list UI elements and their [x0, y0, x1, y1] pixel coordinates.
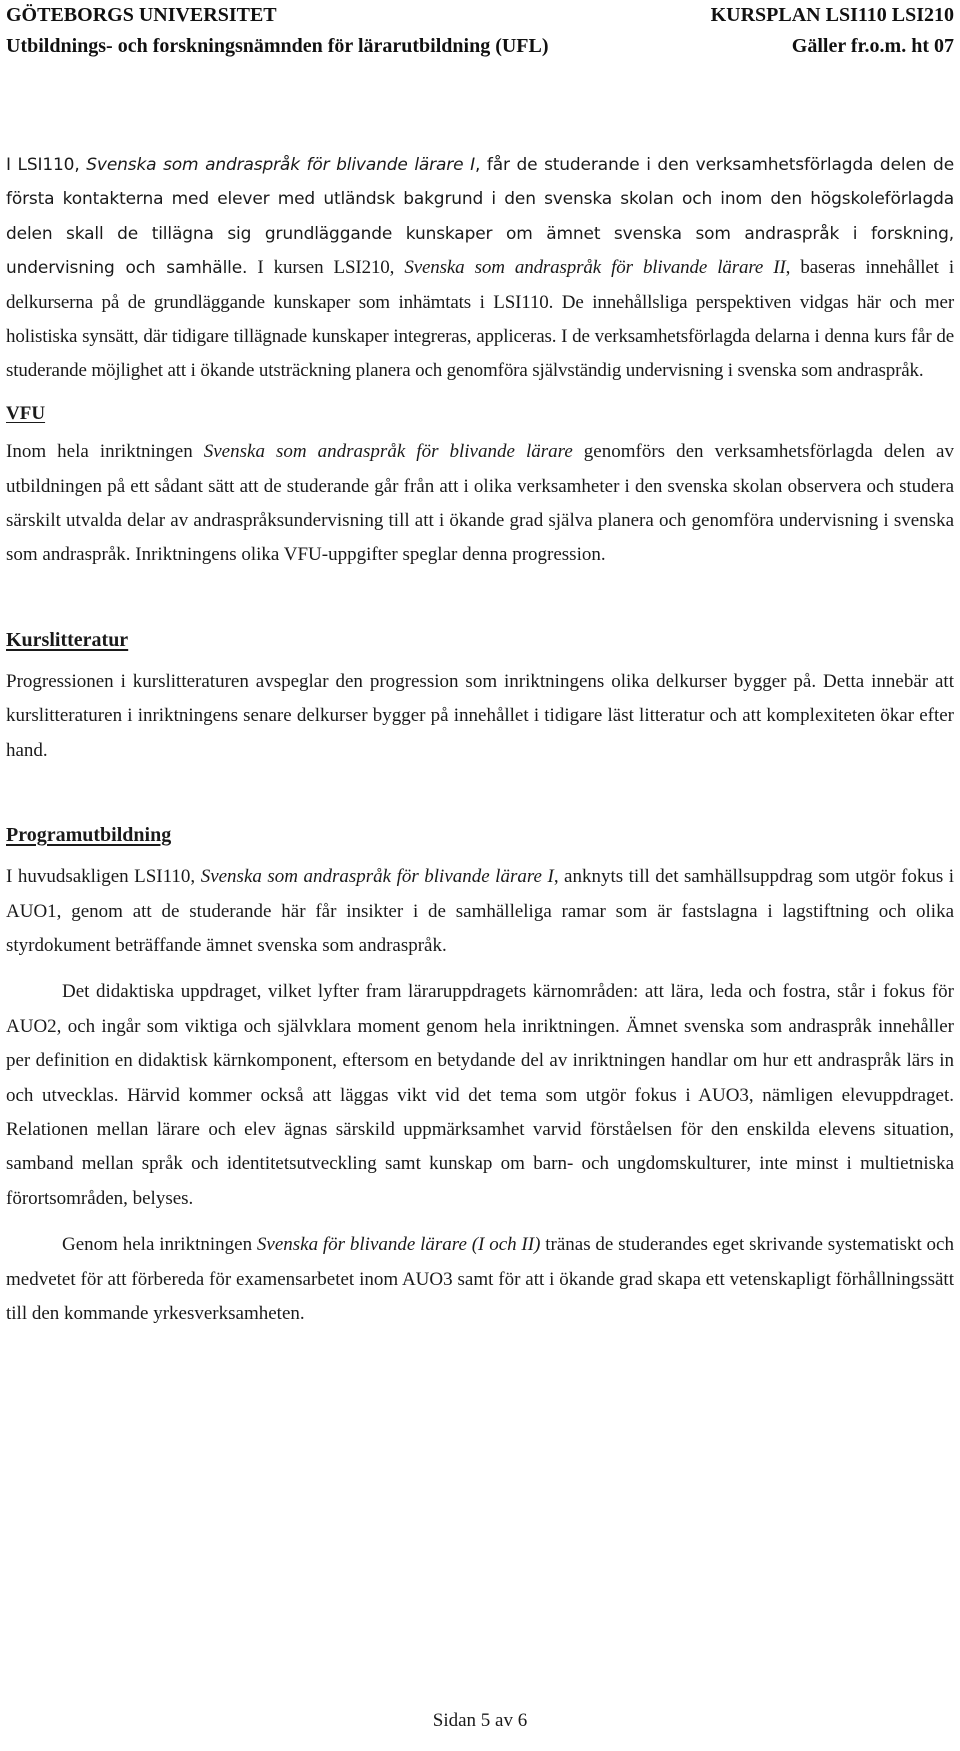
vfu-course-title: Svenska som andraspråk för blivande lärare	[203, 441, 573, 463]
vfu-text-1: Inom hela inriktningen	[6, 441, 204, 463]
course-code: KURSPLAN LSI110 LSI210	[710, 4, 954, 26]
program-course-title-1: Svenska som andraspråk för blivande lärare I	[200, 866, 554, 888]
university-name: GÖTEBORGS UNIVERSITET	[6, 4, 277, 26]
page-footer	[0, 1708, 960, 1734]
page-header	[0, 0, 960, 60]
intro-course-title-2: Svenska som andraspråk för blivande lärare II	[404, 257, 786, 279]
intro-text-2: , får de studerande i den verksamhetsförlagda delen de första kontakterna med elever med utländsk bakgrund i den svenska skolan och inom den högskoleförlagda delen skall de tillägna sig grundläggande kunskaper om ämnet svenska som andraspråk i forskning, undervisning och samhälle.	[6, 155, 954, 279]
intro-text-3: I kursen LSI210,	[247, 257, 405, 279]
program-course-title-2: Svenska för blivande lärare (I och II)	[256, 1234, 541, 1256]
header-row-top	[6, 2, 954, 28]
programutbildning-paragraph-2: Det didaktiska uppdraget, vilket lyfter fram läraruppdragets kärnområden: att lära, leda och fostra, står i fokus för AUO2, och ingår som viktiga och självklara moment genom hela inriktningen. Ämnet svenska som andraspråk innehåller per definition en didaktisk kärnkomponent, eftersom en betydande del av inriktningen handlar om hur ett andraspråk lärs in och utvecklas. Härvid kommer också att läggas vikt vid det tema som utgör fokus i AUO3, nämligen elevuppdraget. Relationen mellan lärare och elev ägnas särskild uppmärksamhet varvid förståelsen för den enskilda elevens situation, samband mellan språk och identitetsutveckling samt kunskap om barn- och ungdomskulturer, inte minst i multietniska förortsområden, belyses.	[6, 981, 954, 1209]
intro-course-title-1: Svenska som andraspråk för blivande lärare I	[86, 155, 475, 175]
valid-from: Gäller fr.o.m. ht 07	[791, 35, 954, 57]
programutbildning-paragraph-1	[6, 860, 954, 963]
document-body	[6, 148, 954, 1331]
intro-paragraph	[6, 148, 954, 389]
page-number: Sidan 5 av 6	[432, 1710, 528, 1731]
header-row-bottom	[6, 33, 954, 59]
kurslitteratur-paragraph: Progressionen i kurslitteraturen avspeglar den progression som inriktningens olika delkurser bygger på. Detta innebär att kurslitteraturen i inriktningens senare delkurser bygger på innehållet i tidigare läst litteratur och att komplexiteten ökar efter hand.	[6, 670, 954, 761]
vfu-text-2: genomförs den verksamhetsförlagda delen av utbildningen på ett sådant sätt att de studerande går från att i olika verksamheter i den svenska skolan observera och studera särskilt utvalda delar av andraspråksundervisning till att i ökande grad själva planera och genomföra undervisning i svenska som andraspråk. Inriktningens olika VFU-uppgifter speglar denna progression.	[6, 441, 954, 566]
programutbildning-paragraph-3	[6, 1228, 954, 1331]
intro-text-4: , baseras innehållet i delkurserna på de grundläggande kunskaper som inhämtats i LSI110. De innehållsliga perspektiven vidgas här och mer holistiska synsätt, där tidigare tillägnade kunskaper integreras, appliceras. I de verksamhetsförlagda delarna i denna kurs får de studerande möjlighet att i ökande utsträckning planera och genomföra självständig undervisning i svenska som andraspråk.	[6, 257, 954, 382]
program-text-2: , anknyts till det samhällsuppdrag som utgör fokus i AUO1, genom att de studerande här får insikter i de samhälleliga ramar som är fastslagna i lagstiftning och olika styrdokument beträffande ämnet svenska som andraspråk.	[6, 866, 954, 956]
program-text-3: Genom hela inriktningen	[62, 1234, 257, 1256]
intro-text-1: I LSI110,	[6, 155, 87, 175]
board-name: Utbildnings- och forskningsnämnden för lärarutbildning (UFL)	[6, 35, 549, 57]
program-text-1: I huvudsakligen LSI110,	[6, 866, 201, 888]
program-text-4: tränas de studerandes eget skrivande systematiskt och medvetet för att förbereda för examensarbetet inom AUO3 samt för att i ökande grad skapa ett vetenskapligt förhållningssätt till den kommande yrkesverksamheten.	[6, 1234, 954, 1324]
vfu-heading: VFU	[6, 402, 46, 424]
programutbildning-heading: Programutbildning	[6, 824, 172, 847]
kurslitteratur-heading: Kurslitteratur	[6, 628, 129, 651]
vfu-paragraph	[6, 435, 954, 573]
